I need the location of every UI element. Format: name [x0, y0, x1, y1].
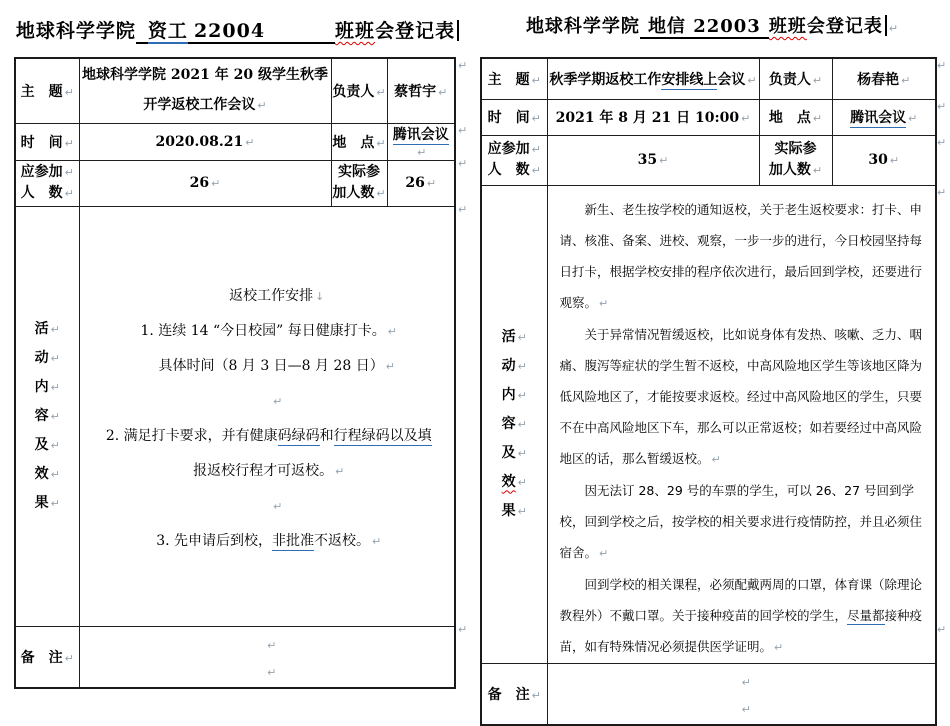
activity-item-1-time: 具体时间（8 月 3 日—8 月 28 日）	[158, 358, 384, 374]
row-end-mark: ↵	[458, 623, 468, 636]
activity-paragraph: 关于异常情况暂缓返校，比如说身体有发热、咳嗽、乏力、咽痛、腹泻等症状的学生暂不返校，中高风险地区学生等该地区降为低风险地区了，才能按要求返校。经过中高风险地区的学生，只要不在中高风险地区下车，那么可以正常返校；如若要经过中高风险地区的话，那么暂缓返校。 ↵	[559, 326, 923, 466]
topic-label-cell	[481, 58, 547, 99]
row-end-mark: ↵	[937, 186, 947, 199]
paragraph-mark: ↵	[531, 164, 541, 177]
table-row	[15, 160, 455, 206]
paragraph-mark: ↵	[64, 136, 74, 150]
place-value-cell[interactable]	[832, 99, 936, 135]
paragraph-mark: ↵	[426, 177, 437, 190]
paragraph-mark: ↵	[64, 85, 74, 99]
table-row	[15, 58, 455, 123]
paragraph-mark: ↵	[517, 388, 527, 402]
activity-paragraph: 新生、老生按学校的通知返校，关于老生返校要求：打卡、申请、核准、备案、进校、观察，一步一步的进行，今日校园坚持每日打卡，根据学校安排的程序依次进行，最后回到学校，还要进行观察。 ↵	[559, 201, 923, 310]
paragraph-mark: ↵	[531, 112, 541, 125]
place-label-cell	[331, 123, 387, 160]
paragraph-mark: ↵	[50, 322, 60, 336]
paragraph-mark: ↵	[273, 500, 283, 513]
row-end-mark: ↵	[458, 157, 468, 170]
table-row	[15, 626, 455, 688]
class-name: 资工	[147, 20, 188, 42]
table-row	[481, 99, 936, 135]
form-title-misspelled: 班班	[768, 16, 807, 37]
activity-content-cell[interactable]: 返校工作安排 ↓ 1. 连续 14 “今日校园” 每日健康打卡。 ↵ 具体时间（8 月 3 日—8 月 28 日） ↵ ↵ 2. 满足打卡要求，并有健康码绿码和行程绿码以及填 报返校行程才可返校。 ↵ ↵ 3. 先申请后到校，非批准不返校。 ↵	[79, 206, 455, 626]
activity-paragraph: 因无法订 28、29 号的车票的学生，可以 26、27 号回到学校，回到学校之后，按学校的相关要求进行疫情防控，并且必须住宿舍。 ↵	[559, 482, 923, 560]
activity-item-3: 3. 先申请后到校，	[156, 533, 273, 549]
paragraph-mark: ↵	[64, 187, 74, 200]
paragraph-mark: ↵	[376, 187, 386, 200]
paragraph-mark: ↵	[599, 546, 609, 560]
topic-label: 主 题	[20, 83, 63, 100]
paragraph-mark: ↵	[64, 166, 74, 179]
left-meeting-form-table	[14, 57, 456, 689]
paragraph-mark: ↵	[517, 417, 527, 431]
remark-content-cell[interactable]	[547, 663, 936, 725]
paragraph-mark: ↵	[531, 143, 541, 156]
activity-paragraph: 回到学校的相关课程，必须配戴两周的口罩，体育课（除理论教程外）不戴口罩。关于接种疫苗的回学校的学生，尽量都接种疫苗，如有特殊情况必须提供医学证明。 ↵	[559, 576, 923, 654]
expected-count-label-cell: 应参加 ↵ 人 数 ↵	[15, 160, 79, 206]
leader-label-cell	[759, 58, 832, 99]
left-doc-title	[0, 16, 475, 44]
grammar-underline: 安排线上	[661, 71, 718, 88]
row-end-mark: ↵	[937, 59, 947, 72]
remark-content-cell[interactable]	[79, 626, 455, 688]
paragraph-mark: ↵	[245, 135, 255, 149]
activity-item-1: 1. 连续 14 “今日校园” 每日健康打卡。	[140, 323, 386, 339]
activity-heading: 返校工作安排	[229, 288, 314, 304]
leader-value: 杨春艳	[857, 71, 900, 88]
remark-label: 备 注	[20, 649, 63, 666]
topic-label: 主 题	[487, 71, 530, 88]
paragraph-mark: ↵	[50, 496, 60, 510]
time-label: 时 间	[20, 134, 63, 151]
form-title-rest: 会登记表	[806, 16, 883, 37]
row-end-mark: ↵	[458, 124, 468, 137]
time-value: 2020.08.21	[155, 133, 244, 150]
paragraph-mark: ↵	[517, 359, 527, 373]
paragraph-mark: ↵	[50, 438, 60, 452]
activity-label-cell: 活 ↵ 动 ↵ 内 ↵ 容 ↵ 及 ↵ 效 ↵ 果 ↵	[15, 206, 79, 626]
paragraph-mark: ↵	[417, 145, 427, 159]
expected-count-value-cell[interactable]	[547, 135, 759, 185]
paragraph-mark: ↵	[889, 154, 900, 167]
row-end-mark: ↵	[458, 59, 468, 72]
left-document-page[interactable]	[0, 0, 475, 697]
right-document-page[interactable]	[475, 0, 950, 716]
paragraph-mark: ↵	[741, 675, 751, 689]
paragraph-mark: ↵	[50, 409, 60, 423]
actual-count-label-cell: 实际参 加人数 ↵	[331, 160, 387, 206]
paragraph-mark: ↵	[741, 112, 751, 125]
paragraph-mark: ↵	[50, 351, 60, 365]
table-row	[481, 58, 936, 99]
time-value-cell[interactable]	[547, 99, 759, 135]
class-number: 22004	[193, 20, 266, 42]
activity-label-cell: 活 ↵ 动 ↵ 内 ↵ 容 ↵ 及 ↵ 效 ↵ 果 ↵	[481, 185, 547, 663]
topic-value: 地球科学学院 2021 年 20 级学生秋季开学返校工作会议	[82, 67, 328, 114]
paragraph-mark: ↵	[517, 330, 527, 344]
paragraph-mark: ↵	[267, 665, 277, 679]
paragraph-mark: ↵	[387, 325, 397, 338]
leader-label: 负责人	[768, 71, 811, 88]
college-name: 地球科学学院	[525, 16, 640, 37]
expected-count: 26	[189, 175, 210, 191]
class-blank-underline	[640, 17, 769, 39]
table-row	[481, 135, 936, 185]
activity-content-cell[interactable]	[547, 185, 936, 663]
paragraph-mark: ↵	[517, 475, 527, 489]
paragraph-mark: ↵	[257, 99, 267, 113]
leader-value-cell[interactable]	[832, 58, 936, 99]
actual-count-label-cell: 实际参 加人数 ↵	[759, 135, 832, 185]
topic-label-cell	[15, 58, 79, 123]
table-row	[481, 663, 936, 725]
place-label: 地 点	[332, 134, 375, 151]
expected-label: 应参加	[487, 141, 530, 157]
form-title-misspelled: 班班	[335, 20, 376, 42]
row-end-mark: ↵	[937, 100, 947, 113]
table-row	[15, 123, 455, 160]
grammar-underline: 尽量都	[847, 607, 885, 623]
paragraph-mark: ↵	[438, 85, 448, 99]
row-end-mark: ↵	[937, 136, 947, 149]
paragraph-mark: ↵	[517, 446, 527, 460]
paragraph-mark: ↵	[812, 73, 823, 87]
expected-count-value-cell[interactable]	[79, 160, 331, 206]
leader-value: 蔡哲宇	[394, 83, 437, 100]
paragraph-mark: ↵	[812, 164, 823, 177]
place-value-link[interactable]: 腾讯会议	[392, 126, 449, 143]
row-end-mark: ↵	[458, 203, 468, 216]
actual-count-value-cell[interactable]	[832, 135, 936, 185]
activity-item-2: 2. 满足打卡要求，并有健康	[105, 428, 278, 444]
right-doc-title	[475, 12, 950, 39]
expected-label: 应参加	[20, 164, 63, 180]
remark-label: 备 注	[487, 686, 530, 703]
paragraph-mark: ↵	[517, 504, 527, 518]
paragraph-mark: ↵	[531, 688, 541, 702]
topic-value-cell[interactable]	[79, 58, 331, 123]
paragraph-mark: ↵	[531, 73, 541, 87]
actual-count-value-cell[interactable]	[387, 160, 455, 206]
expected-count-label-cell: 应参加 ↵ 人 数 ↵	[481, 135, 547, 185]
grammar-underline: 码绿码	[277, 428, 320, 444]
paragraph-mark: ↵	[64, 651, 74, 665]
actual-label: 实际参	[338, 164, 380, 180]
grammar-underline: 行程绿码以及填	[333, 428, 432, 444]
paragraph-mark: ↵	[385, 360, 395, 373]
paragraph-mark: ↵	[376, 136, 386, 150]
college-name: 地球科学学院	[15, 20, 136, 42]
time-label-cell	[15, 123, 79, 160]
leader-label-cell	[331, 58, 387, 123]
paragraph-mark: ↵	[50, 467, 60, 481]
time-value-cell[interactable]	[79, 123, 331, 160]
paragraph-mark: ↵	[901, 73, 911, 87]
actual-count: 26	[405, 175, 425, 191]
paragraph-mark: ↵	[741, 702, 751, 716]
class-blank-underline	[136, 21, 335, 44]
expected-count: 35	[637, 152, 658, 168]
paragraph-mark: ↵	[335, 465, 345, 478]
time-value: 2021 年 8 月 21 日 10:00	[555, 110, 740, 126]
place-label: 地 点	[768, 110, 811, 126]
paragraph-mark: ↵	[599, 296, 609, 310]
topic-value-cell[interactable]: 秋季学期返校工作安排线上会议 ↵	[547, 58, 759, 99]
right-meeting-form-table	[480, 57, 937, 726]
paragraph-mark: ↵	[50, 380, 60, 394]
row-end-mark: ↵	[937, 623, 947, 636]
actual-count: 30	[868, 152, 888, 168]
paragraph-mark: ↵	[774, 640, 784, 654]
leader-label: 负责人	[332, 83, 375, 100]
paragraph-mark: ↵	[747, 73, 757, 87]
soft-break-mark: ↓	[315, 290, 325, 303]
text-cursor	[885, 15, 887, 36]
time-label-cell	[481, 99, 547, 135]
remark-label-cell	[481, 663, 547, 725]
paragraph-mark: ↵	[273, 395, 283, 408]
place-label-cell	[759, 99, 832, 135]
class-field: 地信 22003	[647, 16, 761, 37]
paragraph-mark: ↵	[711, 452, 721, 466]
grammar-underline: 非批准	[272, 533, 315, 549]
table-row	[15, 206, 455, 626]
paragraph-mark: ↵	[372, 535, 382, 548]
paragraph-mark: ↵	[267, 638, 277, 652]
actual-label: 实际参	[774, 141, 817, 157]
paragraph-mark: ↵	[888, 22, 900, 35]
topic-value: 秋季学期返校工作	[549, 71, 662, 88]
time-label: 时 间	[487, 110, 530, 126]
paragraph-mark: ↵	[812, 112, 823, 125]
paragraph-mark: ↵	[211, 177, 221, 190]
table-row	[481, 185, 936, 663]
paragraph-mark: ↵	[659, 154, 669, 167]
leader-value-cell[interactable]	[387, 58, 455, 123]
text-cursor	[457, 20, 459, 41]
paragraph-mark: ↵	[376, 85, 386, 99]
remark-label-cell	[15, 626, 79, 688]
place-value-cell[interactable]	[387, 123, 455, 160]
place-value-link[interactable]: 腾讯会议	[850, 110, 907, 126]
form-title-rest: 会登记表	[375, 20, 456, 42]
paragraph-mark: ↵	[908, 112, 918, 125]
